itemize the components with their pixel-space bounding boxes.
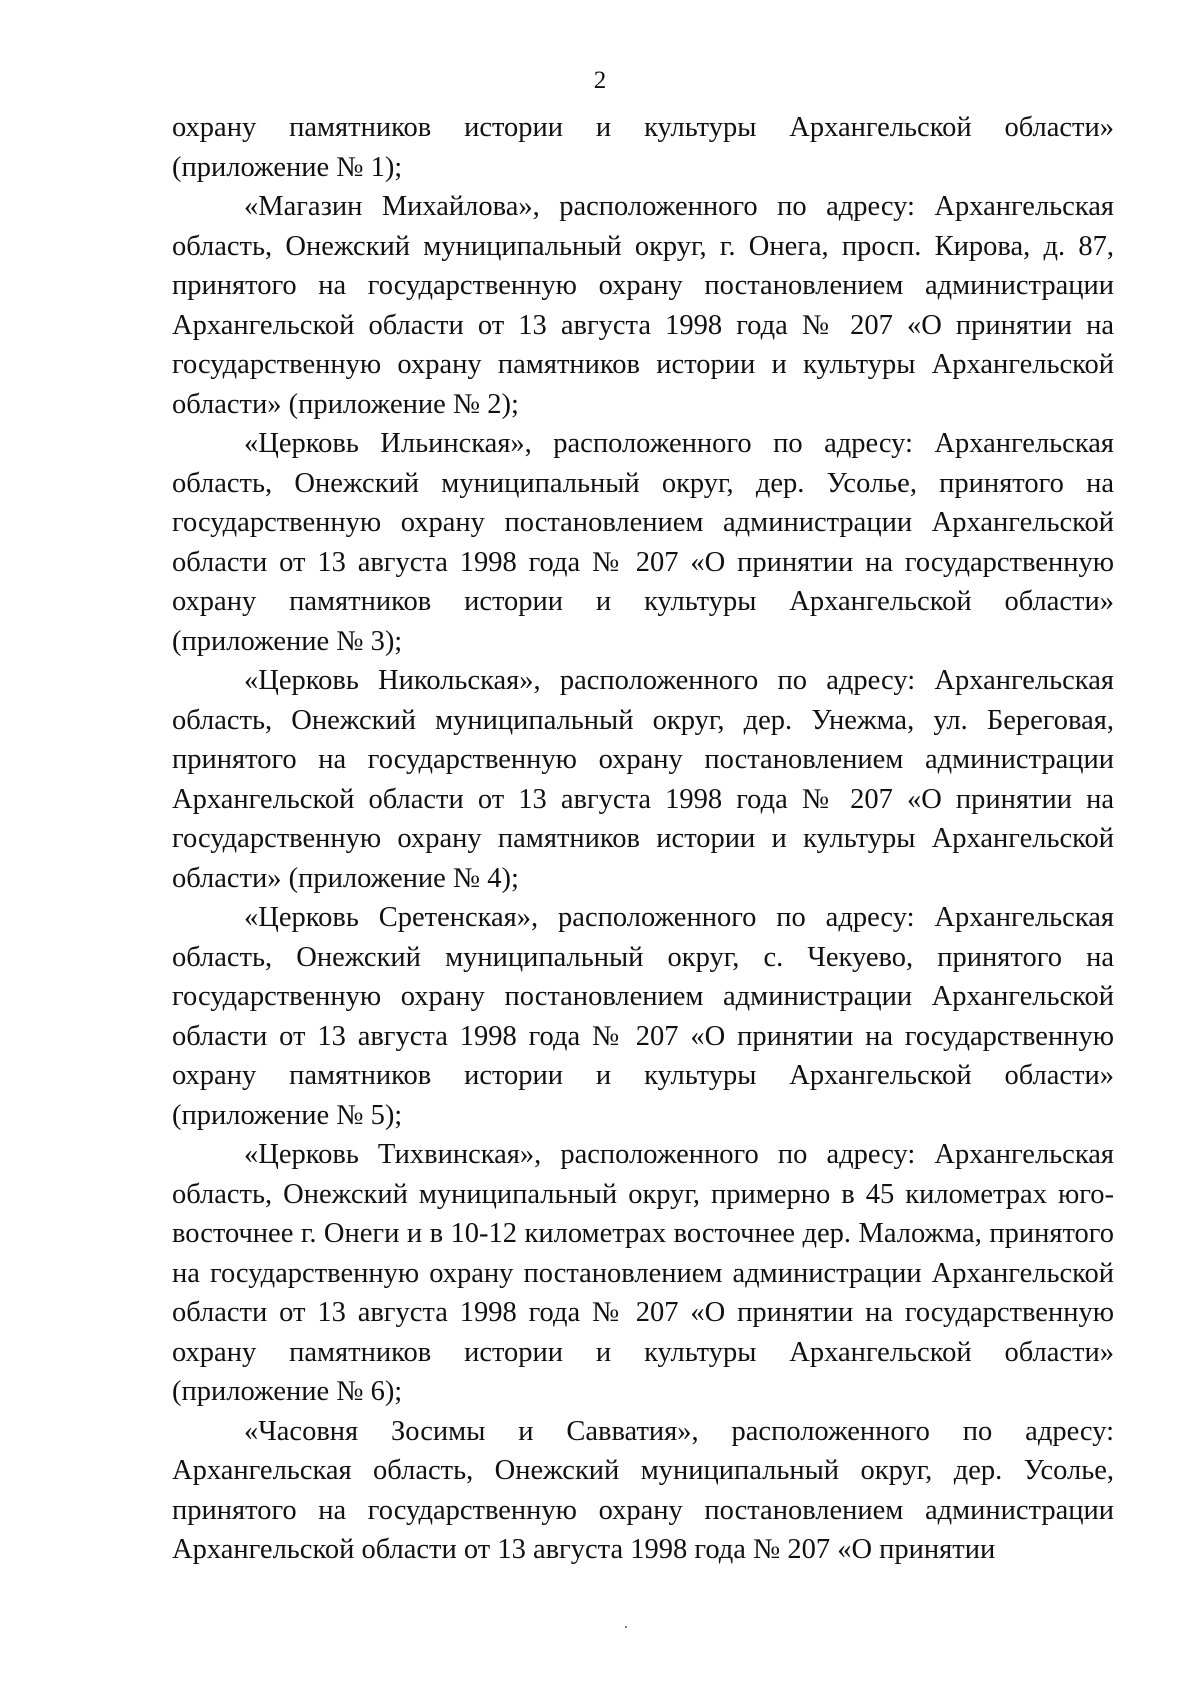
- page-number: 2: [593, 67, 607, 94]
- paragraph-7: «Часовня Зосимы и Савватия», расположенного по адресу: Архангельская область, Онежский муниципальный округ, дер. Усолье, принятого на государственную охрану постановлением администрации Архангельской области от 13 августа 1998 года № 207 «О принятии: [172, 1415, 1114, 1565]
- paragraph-5: «Церковь Сретенская», расположенного по адресу: Архангельская область, Онежский муниципальный округ, с. Чекуево, принятого на государственную охрану постановлением администрации Архангельской области от 13 августа 1998 года № 207 «О принятии на государственную охрану памятников истории и культуры Архангельской области» (приложение № 5);: [172, 902, 1114, 1131]
- scan-speck: [625, 1626, 627, 1628]
- paragraph-1: охрану памятников истории и культуры Архангельской области» (приложение № 1);: [172, 112, 1114, 183]
- paragraph-2: «Магазин Михайлова», расположенного по адресу: Архангельская область, Онежский муниципальный округ, г. Онега, просп. Кирова, д. 87, принятого на государственную охрану постановлением администрации Архангельской области от 13 августа 1998 года № 207 «О принятии на государственную охрану памятников истории и культуры Архангельской области» (приложение № 2);: [172, 191, 1114, 420]
- paragraph-4: «Церковь Никольская», расположенного по адресу: Архангельская область, Онежский муниципальный округ, дер. Унежма, ул. Береговая, принятого на государственную охрану постановлением администрации Архангельской области от 13 августа 1998 года № 207 «О принятии на государственную охрану памятников истории и культуры Архангельской области» (приложение № 4);: [172, 665, 1114, 894]
- document-body: [172, 108, 1114, 1570]
- paragraph-3: «Церковь Ильинская», расположенного по адресу: Архангельская область, Онежский муниципальный округ, дер. Усолье, принятого на государственную охрану постановлением администрации Архангельской области от 13 августа 1998 года № 207 «О принятии на государственную охрану памятников истории и культуры Архангельской области» (приложение № 3);: [172, 428, 1114, 657]
- paragraph-6: «Церковь Тихвинская», расположенного по адресу: Архангельская область, Онежский муниципальный округ, примерно в 45 километрах юго-восточнее г. Онеги и в 10-12 километрах восточнее дер. Маложма, принятого на государственную охрану постановлением администрации Архангельской области от 13 августа 1998 года № 207 «О принятии на государственную охрану памятников истории и культуры Архангельской области» (приложение № 6);: [172, 1139, 1114, 1407]
